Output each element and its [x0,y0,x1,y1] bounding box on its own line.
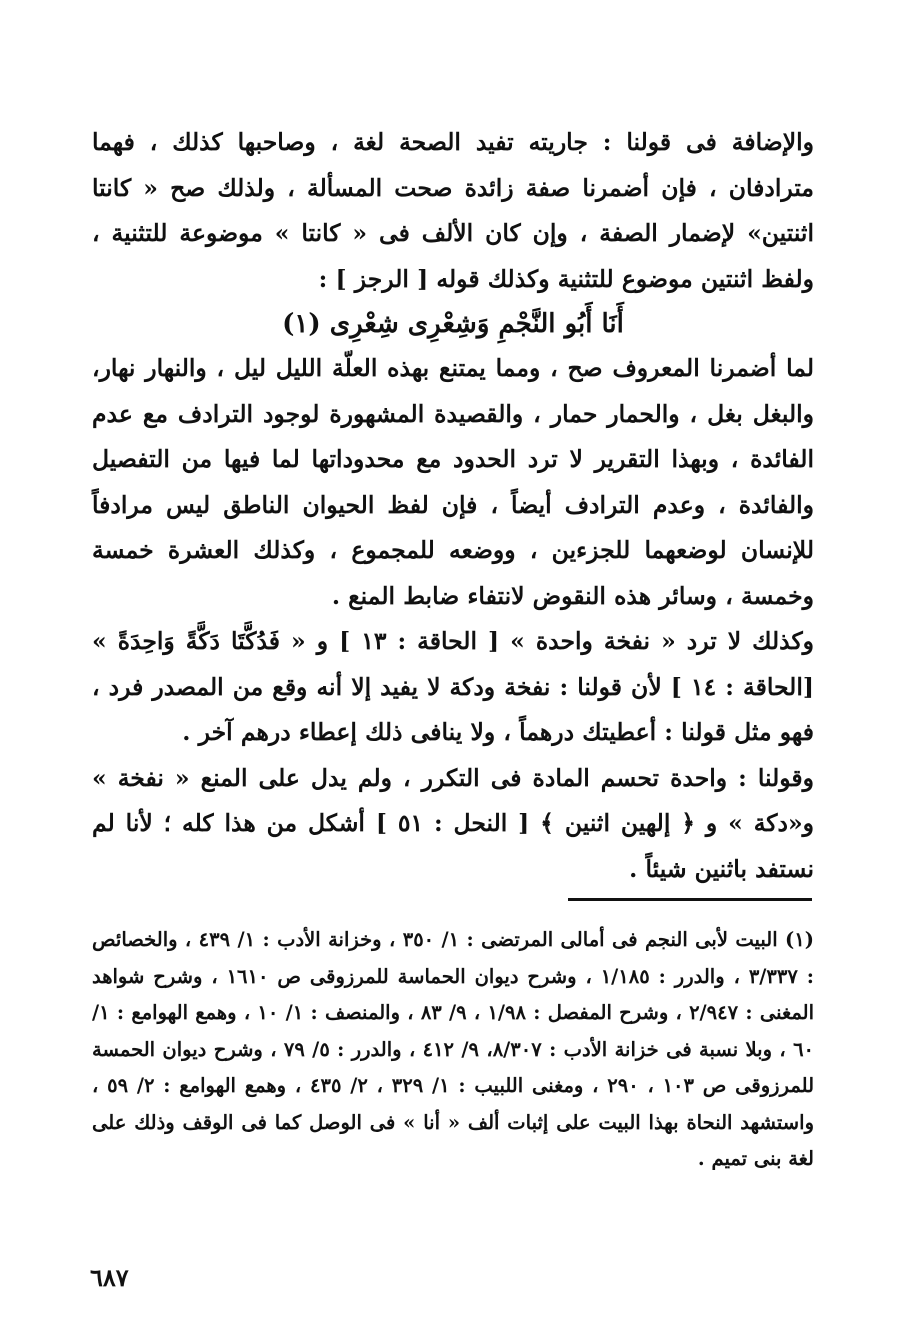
footnote-divider [568,898,812,901]
paragraph-1: والإضافة فى قولنا : جاريته تفيد الصحة لغة ، وصاحبها كذلك ، فهما مترادفان ، فإن أضمرنا صفة زائدة صحت المسألة ، ولذلك صح « كانتا اثنتين» لإضمار الصفة ، وإن كان الألف فى « كانتا » موضوعة للتثنية ، ولفظ اثنتين موضوع للتثنية وكذلك قوله [ الرجز ] : [92,128,814,293]
paragraph-3: وكذلك لا ترد « نفخة واحدة » [ الحاقة : ١٣ ] و « فَدُكَّتَا دَكَّةً وَاحِدَةً » [الحاقة : ١٤ ] لأن قولنا : نفخة ودكة لا يفيد إلا أنه وقع من المصدر فرد ، فهو مثل قولنا : أعطيتك درهماً ، ولا ينافى ذلك إعطاء درهم آخر . [92,627,814,746]
page-number: ٦٨٧ [90,1263,129,1292]
paragraph-2: لما أضمرنا المعروف صح ، ومما يمتنع بهذه العلّة الليل ليل ، والنهار نهار، والبغل بغل ، والحمار حمار ، والقصيدة المشهورة لوجود الترادف مع عدم الفائدة ، وبهذا التقرير لا ترد الحدود مع محدوداتها لما فيها من التفصيل والفائدة ، وعدم الترادف أيضاً ، فإن لفظ الحيوان الناطق ليس مرادفاً للإنسان لوضعهما للجزءين ، ووضعه للمجموع ، وكذلك العشرة خمسة وخمسة ، وسائر هذه النقوض لانتفاء ضابط المنع . [92,354,814,610]
footnote-1: (١) البيت لأبى النجم فى أمالى المرتضى : ١/ ٣٥٠ ، وخزانة الأدب : ١/ ٤٣٩ ، والخصائص : ٣/٣٣٧ ، والدرر : ١/١٨٥ ، وشرح ديوان الحماسة للمرزوقى ص ١٦١٠ ، وشرح شواهد المغنى : ٢/٩٤٧ ، وشرح المفصل : ١/٩٨ ، ٩/ ٨٣ ، والمنصف : ١/ ١٠ ، وهمع الهوامع : ١/ ٦٠ ، وبلا نسبة فى خزانة الأدب : ٨/٣٠٧، ٩/ ٤١٢ ، والدرر : ٥/ ٧٩ ، وشرح ديوان الحمسة للمرزوقى ص ١٠٣ ، ٢٩٠ ، ومغنى اللبيب : ١/ ٣٢٩ ، ٢/ ٤٣٥ ، وهمع الهوامع : ٢/ ٥٩ ، واستشهد النحاة بهذا البيت على إثبات ألف « أنا » فى الوصل كما فى الوقف وذلك على لغة بنى تميم . [92,928,815,1170]
paragraph-4: وقولنا : واحدة تحسم المادة فى التكرر ، ولم يدل على المنع « نفخة » و«دكة » و ﴿ إلهين اثنين ﴾ [ النحل : ٥١ ] أشكل من هذا كله ؛ لأنا لم نستفد باثنين شيئاً . [92,763,814,883]
verse-line: أَنَا أَبُو النَّجْمِ وَشِعْرِى شِعْرِى (١) [282,309,624,339]
main-text [92,120,814,892]
footnotes [92,922,814,1178]
